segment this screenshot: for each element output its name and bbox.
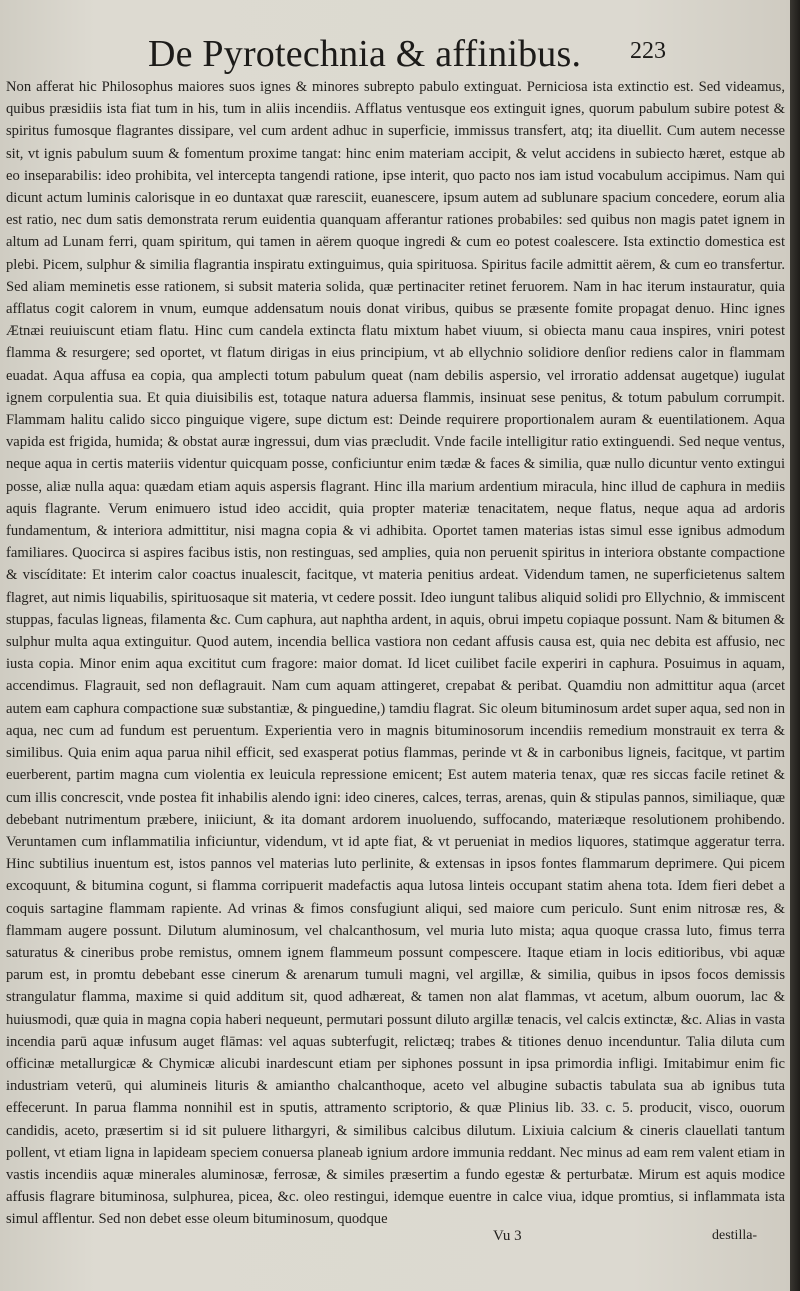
page-edge	[790, 0, 800, 1291]
running-title: De Pyrotechnia & affinibus.	[148, 33, 582, 75]
paragraph: Non afferat hic Philosophus maiores suos ignes & minores subrepto pabulo extinguat. Perniciosa ista extinctio est. Sed videamus, quibus præsidiis ista fiat tum in his, tum in aliis incendiis. Afflatus ventusque eos extinguit ignes, quorum pabulum subire potest & spiritus fumosque flagrantes dissipare, vel cum ardent adhuc in superficie, immissus transfert, atq; ita diuellit. Cum autem necesse sit, vt ignis pabulum suum & fomentum proxime tangat: hinc enim materiam accipit, & velut accidens in subiecto hæret, estque ab eo inseparabilis: ideo prohibita, vel intercepta tangendi ratione, ipse interit, quo pacto nos iam istud vocabulum accipimus. Nam qui dicunt actum luminis calorisque in eo duntaxat quæ raresciit, euanescere, ipsum autem ad sublunare spacium concedere, eorum alia est ratio, nec dum satis demonstrata rerum euidentia quanquam afferantur rationes probabiles: sed quibus non magis patet ignem in altum ad Lunam ferri, quam spiritum, qui tamen in aërem quoque ingredi & cum eo potest coalescere. Ista extinctio domestica est plebi. Picem, sulphur & similia flagrantia inspiratu extinguimus, quia spirituosa. Spiritus facile admittit aërem, & cum eo transfertur. Sed aliam meminetis esse rationem, si subsit materia solida, quæ pertinaciter retinet feruorem. Nam in hac iterum instauratur, quia afflatus cogit calorem in vnum, eumque addensatum nouis donat viribus, quibus se præsente fomite propagat denuo. Hinc ignes Ætnæi reuiuiscunt etiam flatu. Hinc cum candela extincta flatu mixtum habet viuum, si obiecta manu caua inspires, vniri potest flamma & resurgere; sed oportet, vt flatum dirigas in eius principium, vt ab ellychnio solidiore denſior rediens calor in flammam euadat. Aqua affusa ea copia, qua amplecti totum pabulum queat (nam debilis aspersio, vel irroratio addensat augetque) iugulat ignem corpulentia sua. Et quia diuisibilis est, totaque natura aduersa flammis, insinuat sese penitus, & totum pabulum corrumpit. Flammam halitu calido sicco pinguique vigere, supe dictum est: Deinde requirere proportionalem auram & euentilationem. Aqua vapida est frigida, humida; & obstat auræ ingressui, dum vias præcludit. Vnde facile intelligitur ratio extinguendi. Sed neque ventus, neque aqua in certis materiis videntur quicquam posse, conficiuntur enim tædæ & faces & similia, quæ nullo dicuntur vento extingui posse, aliæ nulla aqua: quædam etiam aquis aspersis flagrant. Hinc illa marium ardentium miracula, hinc illud de caphura in mediis aquis flagrante. Verum enimuero istud ideo accidit, quia propter materiæ tenacitatem, neque flatus, neque aqua ad ardoris fundamentum, & interiora admittitur, nisi magna copia & vi adhibita. Oportet tamen materias istas simul esse ignibus admodum familiares. Quocirca si aspires facibus istis, non restinguas, sed amplies, quia non peruenit spiritus in interiora obstante compactione & viscíditate: Et interim calor coactus inualescit, facitque, vt materia penitius ardeat. Videndum tamen, ne superficietenus saltem flagret, aut nimis liquabilis, spirituosaque sit materia, vt cedere possit. Ideo iungunt talibus aliquid solidi pro Ellychnio, & immiscent stuppas, faculas ligneas, filamenta &c. Cum caphura, aut naphtha ardent, in aquis, obrui impetu copiaque possunt. Nam & bitumen & sulphur multa aqua extinguitur. Quod autem, incendia bellica vastiora non cedant affusis causa est, quia nec debita est affusio, nec iusta copia. Minor enim aqua excititut cum fragore: maior domat. Id licet cuilibet facile experiri in caphura. Posuimus in aquam, accendimus. Flagrauit, sed non deflagrauit. Nam cum aquam attingeret, crepabat & peribat. Quamdiu non admittitur aqua (arcet autem eam caphura compactione suæ substantiæ, & pinguedine,) tamdiu flagrat. Sic oleum bituminosum ardet super aqua, sed non in aqua, nec cum ad fundum est peruentum. Experientia vero in magnis bituminosorum incendiis remedium monstrauit ex terra & similibus. Quia enim aqua parua nihil efficit, sed exasperat potius flammas, perinde vt & in carbonibus ligneis, facitque, vt partim euerberent, partim magna cum violentia ex leuicula repressione emicent; Est autem materia tenax, quæ res siccas facile retinet & cum illis concrescit, vnde postea fit inhabilis alendo igni: ideo cineres, calces, terras, arenas, quin & stipulas pannos, similiaque, quæ debebant nutrimentum præbere, iniiciunt, & ita domant ardorem inuoluendo, suffocando, materiæque resolutionem prohibendo. Veruntamen cum inflammatilia inficiuntur, videndum, vt id apte fiat, & vt perueniat in medios liquores, statimque aggeratur terra. Hinc subtilius inuentum est, istos pannos vel materias luto perlinite, & extensas in ipsos fontes flammarum deprimere. Qui picem excoquunt, & bitumina cogunt, si flamma corripuerit madefactis aqua lutosa linteis occupant statim ahena tota. Idem fieri debet a coquis sartagine flammam rapiente. Ad vrinas & fimos consfugiunt aliqui, sed maiore cum periculo. Sunt enim nitrosæ res, & flammam augere possunt. Dilutum aluminosum, vel chalcanthosum, vel muria luto mista; aqua quoque crassa luto, fimus terra saturatus & cineribus probe remistus, omnem ignem flammeum possunt compescere. Itaque etiam in locis editioribus, vbi aquæ parum est, in promtu debebant esse cinerum & arenarum tumuli magni, vel argillæ, & similia, quibus in ipsos focos demissis strangulatur flamma, maxime si quid additum sit, quod adhæreat, & tamen non alat flammas, vt acetum, album ouorum, lac & huiusmodi, quæ quia in magna copia haberi nequeunt, permutari possunt diluto argillæ tenacis, vel calcis extinctæ, &c. Alias in vasta incendia parū aquæ infusum auget flāmas: vel aquas subterfugit, relictæq; trabes & titiones denuo incenduntur. Talia diluta cum officinæ metallurgicæ & Chymicæ alicubi inardescunt etiam per siphones possunt in ipsa primordia infligi. Imitabimur enim fic industriam veterū, qui alumineis lituris & amiantho chalcanthoque, aceto vel albugine subactis tabulata sua ab ignibus tuta effecerunt. In parua flamma nonnihil est in sputis, attramento scriptorio, & quæ Plinius lib. 33. c. 5. producit, visco, ouorum candidis, aceto, præsertim si id sit puluere lithargyri, & similibus calcibus dilutum. Lixiuia calcium & cineris clauellati tantum pollent, vt etiam ligna in lapideam speciem conuersa planeab ignium ardore immunia reddant. Nec minus ad eam rem valent etiam in vastis incendiis aquæ minerales aluminosæ, ferrosæ, & similes præsertim a fundo egestæ & perturbatæ. Mirum est aquis modice affusis flagrare bituminosa, sulphurea, picea, &c. oleo restingui, idemque euentre in calce viua, idque promtius, si inflammata ista simul afflentur. Sed non debet esse oleum bituminosum, quodque	[6, 79, 785, 1228]
catchword: destilla-	[712, 1228, 758, 1243]
body-text	[6, 76, 785, 1231]
page-number: 223	[630, 38, 666, 64]
page-header	[0, 28, 790, 78]
signature-mark: Vu 3	[493, 1228, 522, 1244]
page-footer	[0, 1226, 790, 1256]
